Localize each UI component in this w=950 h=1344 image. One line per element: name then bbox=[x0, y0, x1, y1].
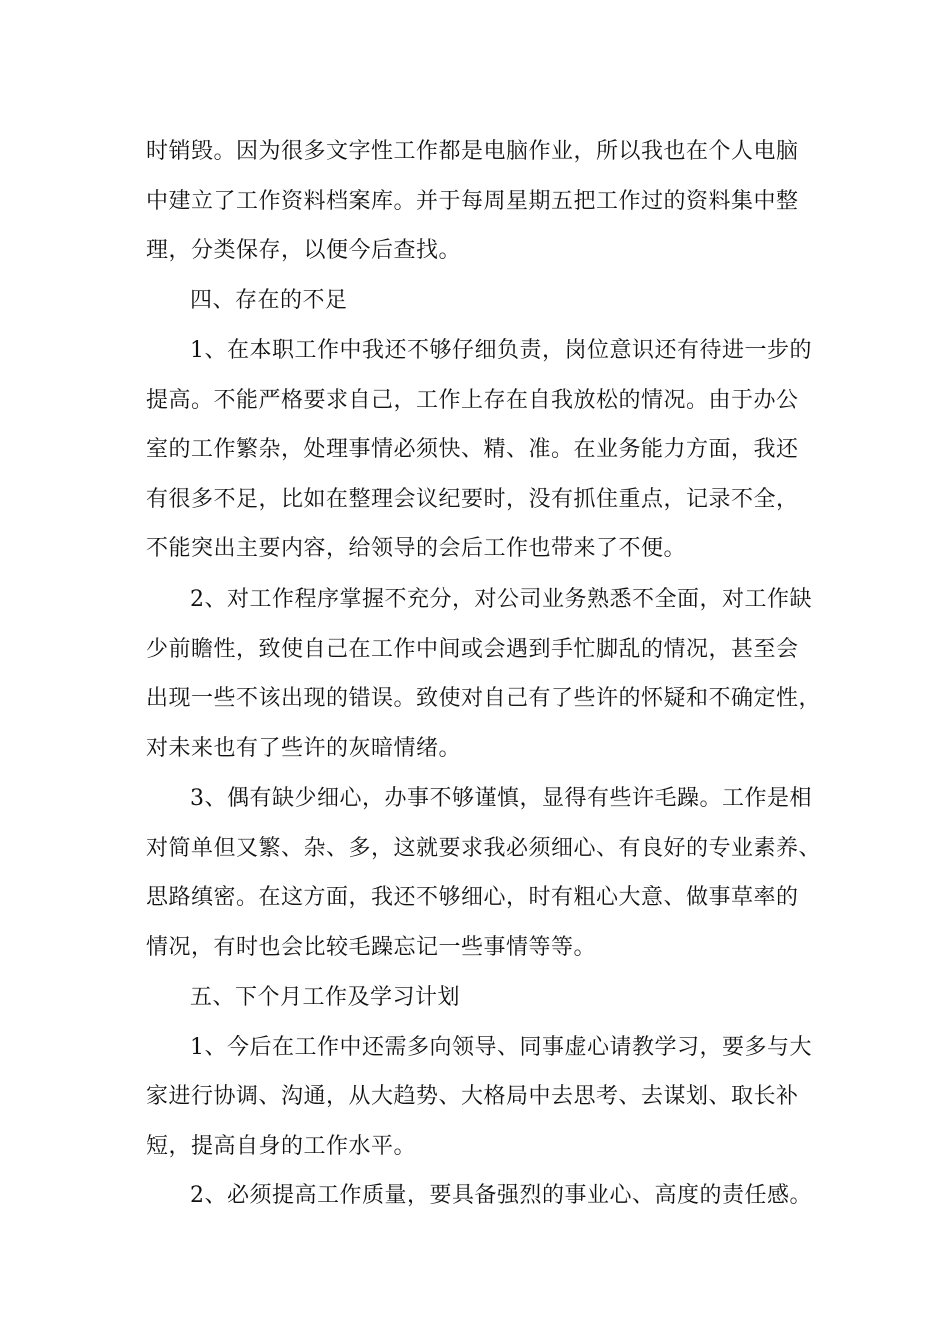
section-heading: 五、下个月工作及学习计划 bbox=[190, 985, 461, 1010]
text-line: 提高。不能严格要求自己，工作上存在自我放松的情况。由于办公 bbox=[146, 388, 799, 413]
text-line: 2、对工作程序掌握不充分，对公司业务熟悉不全面，对工作缺 bbox=[190, 587, 812, 612]
text-line: 3、偶有缺少细心，办事不够谨慎，显得有些许毛躁。工作是相 bbox=[190, 786, 812, 811]
text-line: 对简单但又繁、杂、多，这就要求我必须细心、有良好的专业素养、 bbox=[146, 836, 822, 861]
text-line: 情况，有时也会比较毛躁忘记一些事情等等。 bbox=[146, 935, 597, 960]
text-line: 少前瞻性，致使自己在工作中间或会遇到手忙脚乱的情况，甚至会 bbox=[146, 637, 799, 662]
text-line: 理，分类保存，以便今后查找。 bbox=[146, 238, 462, 263]
text-line: 1、今后在工作中还需多向领导、同事虚心请教学习，要多与大 bbox=[190, 1035, 812, 1060]
text-line: 室的工作繁杂，处理事情必须快、精、准。在业务能力方面，我还 bbox=[146, 437, 799, 462]
text-line: 对未来也有了些许的灰暗情绪。 bbox=[146, 736, 462, 761]
text-line: 家进行协调、沟通，从大趋势、大格局中去思考、去谋划、取长补 bbox=[146, 1084, 799, 1109]
text-line: 1、在本职工作中我还不够仔细负责，岗位意识还有待进一步的 bbox=[190, 338, 812, 363]
text-line: 不能突出主要内容，给领导的会后工作也带来了不便。 bbox=[146, 536, 687, 561]
text-line: 思路缜密。在这方面，我还不够细心，时有粗心大意、做事草率的 bbox=[146, 885, 799, 910]
text-line: 中建立了工作资料档案库。并于每周星期五把工作过的资料集中整 bbox=[146, 189, 799, 214]
text-line: 时销毁。因为很多文字性工作都是电脑作业，所以我也在个人电脑 bbox=[146, 139, 799, 164]
text-line: 出现一些不该出现的错误。致使对自己有了些许的怀疑和不确定性， bbox=[146, 686, 822, 711]
section-heading: 四、存在的不足 bbox=[190, 288, 348, 313]
text-line: 2、必须提高工作质量，要具备强烈的事业心、高度的责任感。 bbox=[190, 1183, 812, 1208]
text-line: 有很多不足，比如在整理会议纪要时，没有抓住重点，记录不全， bbox=[146, 487, 799, 512]
text-line: 短，提高自身的工作水平。 bbox=[146, 1134, 417, 1159]
